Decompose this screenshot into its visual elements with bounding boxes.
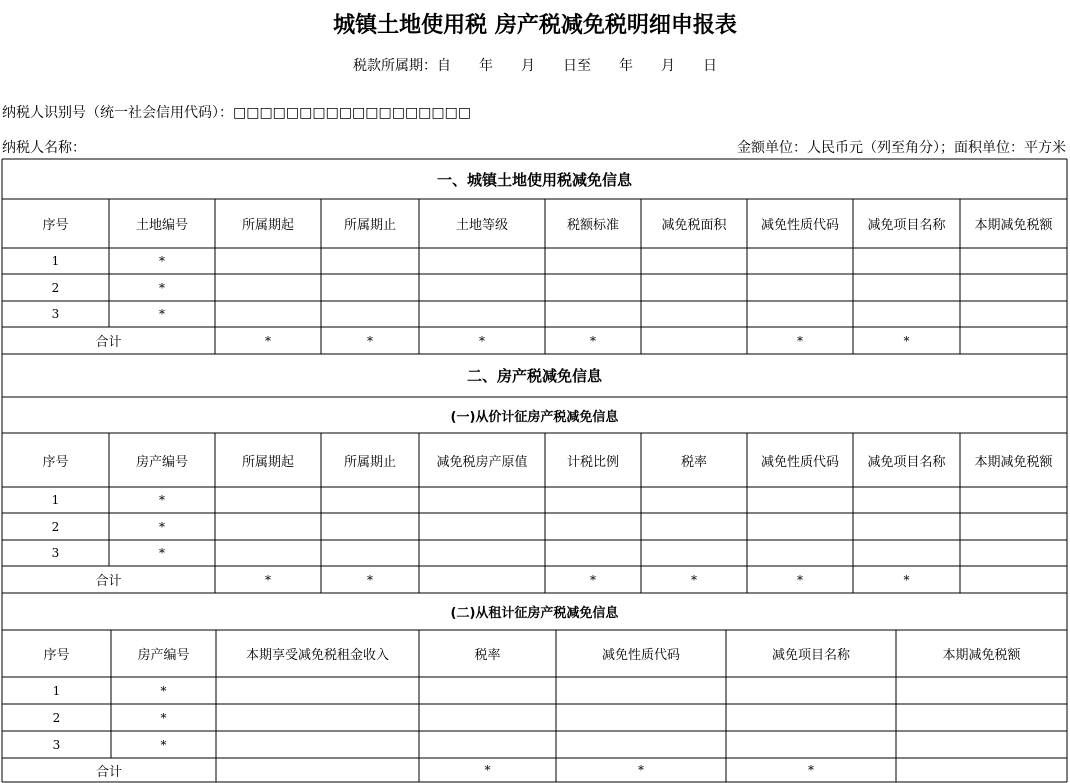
table-cell <box>641 540 747 566</box>
total-cell: * <box>903 572 910 587</box>
total-label-cell: 合计 <box>95 764 122 780</box>
total-cell: * <box>479 333 485 348</box>
table-cell <box>960 487 1067 513</box>
table-cell: * <box>159 546 165 560</box>
table-cell: 1 <box>51 254 60 268</box>
total-cell <box>216 758 419 782</box>
column-header: 减免性质代码 <box>760 454 839 470</box>
column-header: 计税比例 <box>566 454 619 470</box>
table-cell <box>419 274 545 301</box>
column-header: 税额标准 <box>566 218 619 233</box>
total-cell: * <box>367 333 373 348</box>
table-cell <box>556 731 726 758</box>
table-cell <box>216 731 419 758</box>
table-cell <box>545 274 641 301</box>
table-cell <box>747 274 853 301</box>
total-cell: * <box>691 572 697 587</box>
table-cell <box>896 704 1067 731</box>
table-cell <box>896 677 1067 704</box>
column-header: 本期减免税额 <box>974 218 1053 233</box>
total-cell: * <box>590 333 596 348</box>
table-cell: 2 <box>51 519 60 534</box>
table-cell <box>321 301 419 327</box>
table-cell <box>747 540 853 566</box>
column-header: 所属期止 <box>343 218 396 233</box>
column-header: 减免税房产原值 <box>436 454 528 470</box>
table-cell <box>321 513 419 540</box>
column-header: 减免项目名称 <box>867 218 946 233</box>
table-cell <box>419 301 545 327</box>
total-cell: * <box>638 763 644 777</box>
column-header: 房产编号 <box>135 454 188 470</box>
table-cell <box>641 248 747 274</box>
table-cell <box>545 513 641 540</box>
table-cell <box>641 301 747 327</box>
table-cell <box>545 487 641 513</box>
table-cell <box>215 248 321 274</box>
subsection1-title: (一)从价计征房产税减免信息 <box>450 409 619 425</box>
column-header: 税率 <box>680 454 707 470</box>
table-cell <box>641 274 747 301</box>
table-cell <box>419 248 545 274</box>
table-cell <box>853 248 960 274</box>
column-header: 本期减免税额 <box>974 454 1053 470</box>
table-cell: 1 <box>51 493 60 507</box>
total-cell: * <box>484 763 491 777</box>
table-cell <box>747 301 853 327</box>
table-cell <box>747 487 853 513</box>
total-cell: * <box>903 333 910 348</box>
column-header: 所属期起 <box>241 454 294 470</box>
column-header: 房产编号 <box>137 648 190 663</box>
section1-title: 一、城镇土地使用税减免信息 <box>436 170 632 189</box>
total-label-cell: 合计 <box>95 335 122 350</box>
table-cell: * <box>160 683 167 698</box>
table-cell: 3 <box>51 546 60 560</box>
total-cell: * <box>797 572 803 587</box>
column-header: 本期减免税额 <box>942 648 1021 663</box>
table-cell: * <box>160 710 167 725</box>
table-cell <box>853 301 960 327</box>
taxpayer-id-label: 纳税人识别号（统一社会信用代码）：□□□□□□□□□□□□□□□□□□ <box>2 105 472 121</box>
table-cell <box>419 487 545 513</box>
form-title: 城镇土地使用税 房产税减免税明细申报表 <box>333 13 737 38</box>
table-cell <box>215 301 321 327</box>
table-cell: 3 <box>51 307 60 321</box>
column-header: 减免项目名称 <box>771 648 850 663</box>
table-cell <box>556 704 726 731</box>
table-cell <box>960 301 1067 327</box>
table-cell <box>896 731 1067 758</box>
total-label-cell: 合计 <box>95 574 122 589</box>
table-cell <box>215 274 321 301</box>
table-cell <box>419 704 556 731</box>
table-cell <box>321 540 419 566</box>
table-cell <box>545 301 641 327</box>
table-cell <box>747 513 853 540</box>
table-cell <box>556 677 726 704</box>
table-cell <box>960 513 1067 540</box>
column-header: 土地编号 <box>135 218 188 233</box>
table-cell <box>419 513 545 540</box>
total-cell: * <box>797 333 803 348</box>
total-cell <box>419 566 545 593</box>
table-cell <box>215 487 321 513</box>
column-header: 序号 <box>43 648 70 663</box>
subsection2-title: (二)从租计征房产税减免信息 <box>450 606 619 621</box>
table-cell: * <box>159 254 165 268</box>
table-cell <box>321 274 419 301</box>
column-header: 本期享受减免税租金收入 <box>245 648 389 663</box>
table-cell: 3 <box>52 737 61 752</box>
table-cell <box>853 487 960 513</box>
table-cell: 1 <box>52 683 61 698</box>
table-cell <box>215 540 321 566</box>
units-label: 金额单位：人民币元（列至角分）；面积单位：平方米 <box>737 140 1066 156</box>
table-cell <box>853 513 960 540</box>
total-cell <box>960 327 1067 354</box>
table-cell: * <box>160 737 167 752</box>
column-header: 减免项目名称 <box>867 454 946 470</box>
table-cell <box>419 731 556 758</box>
taxpayer-name-label: 纳税人名称： <box>2 140 86 156</box>
table-cell <box>216 704 419 731</box>
table-cell <box>545 540 641 566</box>
table-cell <box>960 540 1067 566</box>
column-header: 减免税面积 <box>661 218 727 233</box>
total-cell: * <box>265 333 271 348</box>
total-cell: * <box>590 572 596 587</box>
column-header: 所属期起 <box>241 218 294 233</box>
column-header: 减免性质代码 <box>601 648 680 663</box>
table-cell <box>853 540 960 566</box>
table-cell <box>216 677 419 704</box>
column-header: 序号 <box>42 218 69 233</box>
section2-title: 二、房产税减免信息 <box>466 367 602 385</box>
table-cell <box>726 731 896 758</box>
total-cell: * <box>265 572 271 587</box>
table-cell: * <box>159 280 165 295</box>
column-header: 所属期止 <box>343 454 396 470</box>
table-cell: * <box>159 493 165 507</box>
table-cell <box>747 248 853 274</box>
table-cell: * <box>159 307 165 321</box>
table-cell <box>321 487 419 513</box>
total-cell <box>896 758 1067 782</box>
table-cell <box>853 274 960 301</box>
table-cell <box>545 248 641 274</box>
total-cell <box>641 327 747 354</box>
table-cell <box>419 540 545 566</box>
total-cell: * <box>808 763 814 777</box>
tax-period: 税款所属期：自 年 月 日至 年 月 日 <box>353 58 717 74</box>
table-cell: * <box>159 519 165 534</box>
total-cell: * <box>367 572 373 587</box>
column-header: 土地等级 <box>455 218 508 233</box>
table-cell <box>726 677 896 704</box>
column-header: 序号 <box>42 454 69 470</box>
table-cell <box>215 513 321 540</box>
column-header: 税率 <box>474 648 501 663</box>
total-cell <box>960 566 1067 593</box>
table-cell: 2 <box>52 710 61 725</box>
column-header: 减免性质代码 <box>760 218 839 233</box>
table-cell <box>960 248 1067 274</box>
table-cell <box>960 274 1067 301</box>
table-cell <box>419 677 556 704</box>
table-cell <box>321 248 419 274</box>
table-cell: 2 <box>51 280 60 295</box>
table-cell <box>641 513 747 540</box>
table-cell <box>726 704 896 731</box>
table-cell <box>641 487 747 513</box>
